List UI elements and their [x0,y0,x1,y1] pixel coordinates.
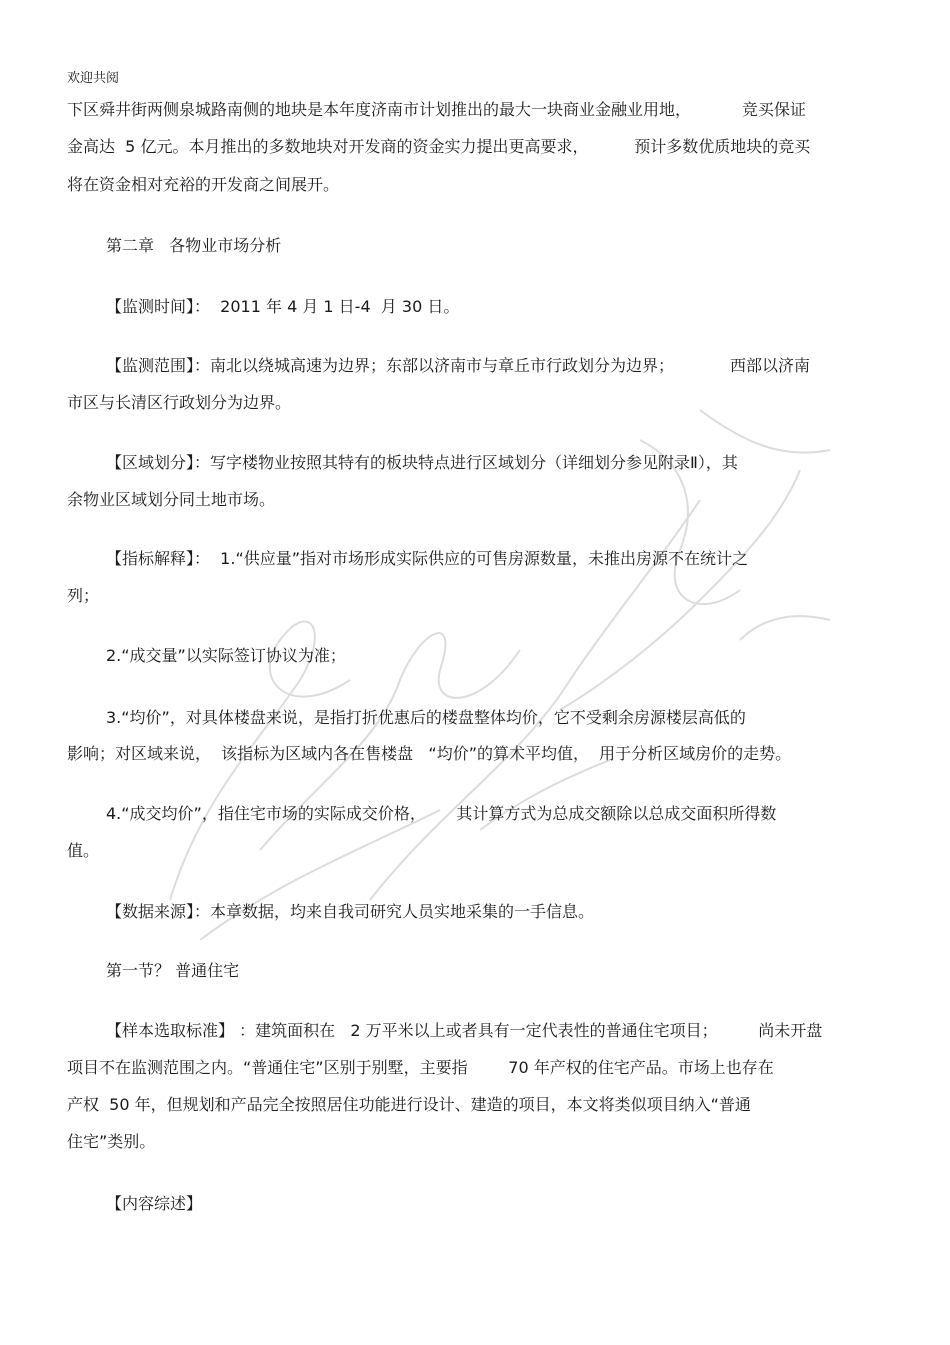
monitor-time: 【监测时间】： 2011 年 4 月 1 日-4 月 30 日。 [106,297,460,316]
index-item-2: 2.“成交量”以实际签订协议为准； [106,646,346,665]
header-note: 欢迎共阅 [67,71,120,86]
index-explanation-cont: 列； [67,586,100,605]
index-item-3: 3.“均价”，对具体楼盘来说，是指打折优惠后的楼盘整体均价，它不受剩余房源楼层高低的 [106,708,746,727]
data-source: 【数据来源】：本章数据，均来自我司研究人员实地采集的一手信息。 [106,902,595,921]
region-division: 【区域划分】：写字楼物业按照其特有的板块特点进行区域划分（详细划分参见附录Ⅱ），其 [106,453,738,472]
paragraph-line: 将在资金相对充裕的开发商之间展开。 [67,175,340,194]
index-item-4-cont: 值。 [67,841,100,860]
sample-criteria-cont: 住宅”类别。 [67,1132,156,1151]
monitor-scope-cont: 市区与长清区行政划分为边界。 [67,393,292,412]
sample-criteria: 【样本选取标准】 ：建筑面积在 2 万平米以上或者具有一定代表性的普通住宅项目； 尚未开盘 [106,1021,823,1040]
index-item-3-cont: 影响；对区域来说， 该指标为区域内各在售楼盘 “均价”的算术平均值， 用于分析区域房价的走势。 [67,744,792,763]
region-division-cont: 余物业区域划分同土地市场。 [67,490,276,509]
paragraph-line: 下区舜井街两侧泉城路南侧的地块是本年度济南市计划推出的最大一块商业金融业用地， 竞买保证 [67,100,806,119]
index-explanation: 【指标解释】： 1.“供应量”指对市场形成实际供应的可售房源数量，未推出房源不在统计之 [106,549,749,568]
index-item-4: 4.“成交均价”，指住宅市场的实际成交价格， 其计算方式为总成交额除以总成交面积所得数 [106,804,777,823]
sample-criteria-cont: 产权 50 年，但规划和产品完全按照居住功能进行设计、建造的项目，本文将类似项目纳入“普通 [67,1095,751,1114]
chapter-heading: 第二章 各物业市场分析 [106,236,282,255]
paragraph-line: 金高达 5 亿元。本月推出的多数地块对开发商的资金实力提出更高要求， 预计多数优质地块的竞买 [67,137,811,156]
sample-criteria-cont: 项目不在监测范围之内。“普通住宅”区别于别墅，主要指 70 年产权的住宅产品。市场上也存在 [67,1058,774,1077]
section-heading: 第一节？ 普通住宅 [106,961,240,980]
content-summary-heading: 【内容综述】 [106,1194,203,1213]
monitor-scope: 【监测范围】：南北以绕城高速为边界；东部以济南市与章丘市行政划分为边界； 西部以济南 [106,356,810,375]
